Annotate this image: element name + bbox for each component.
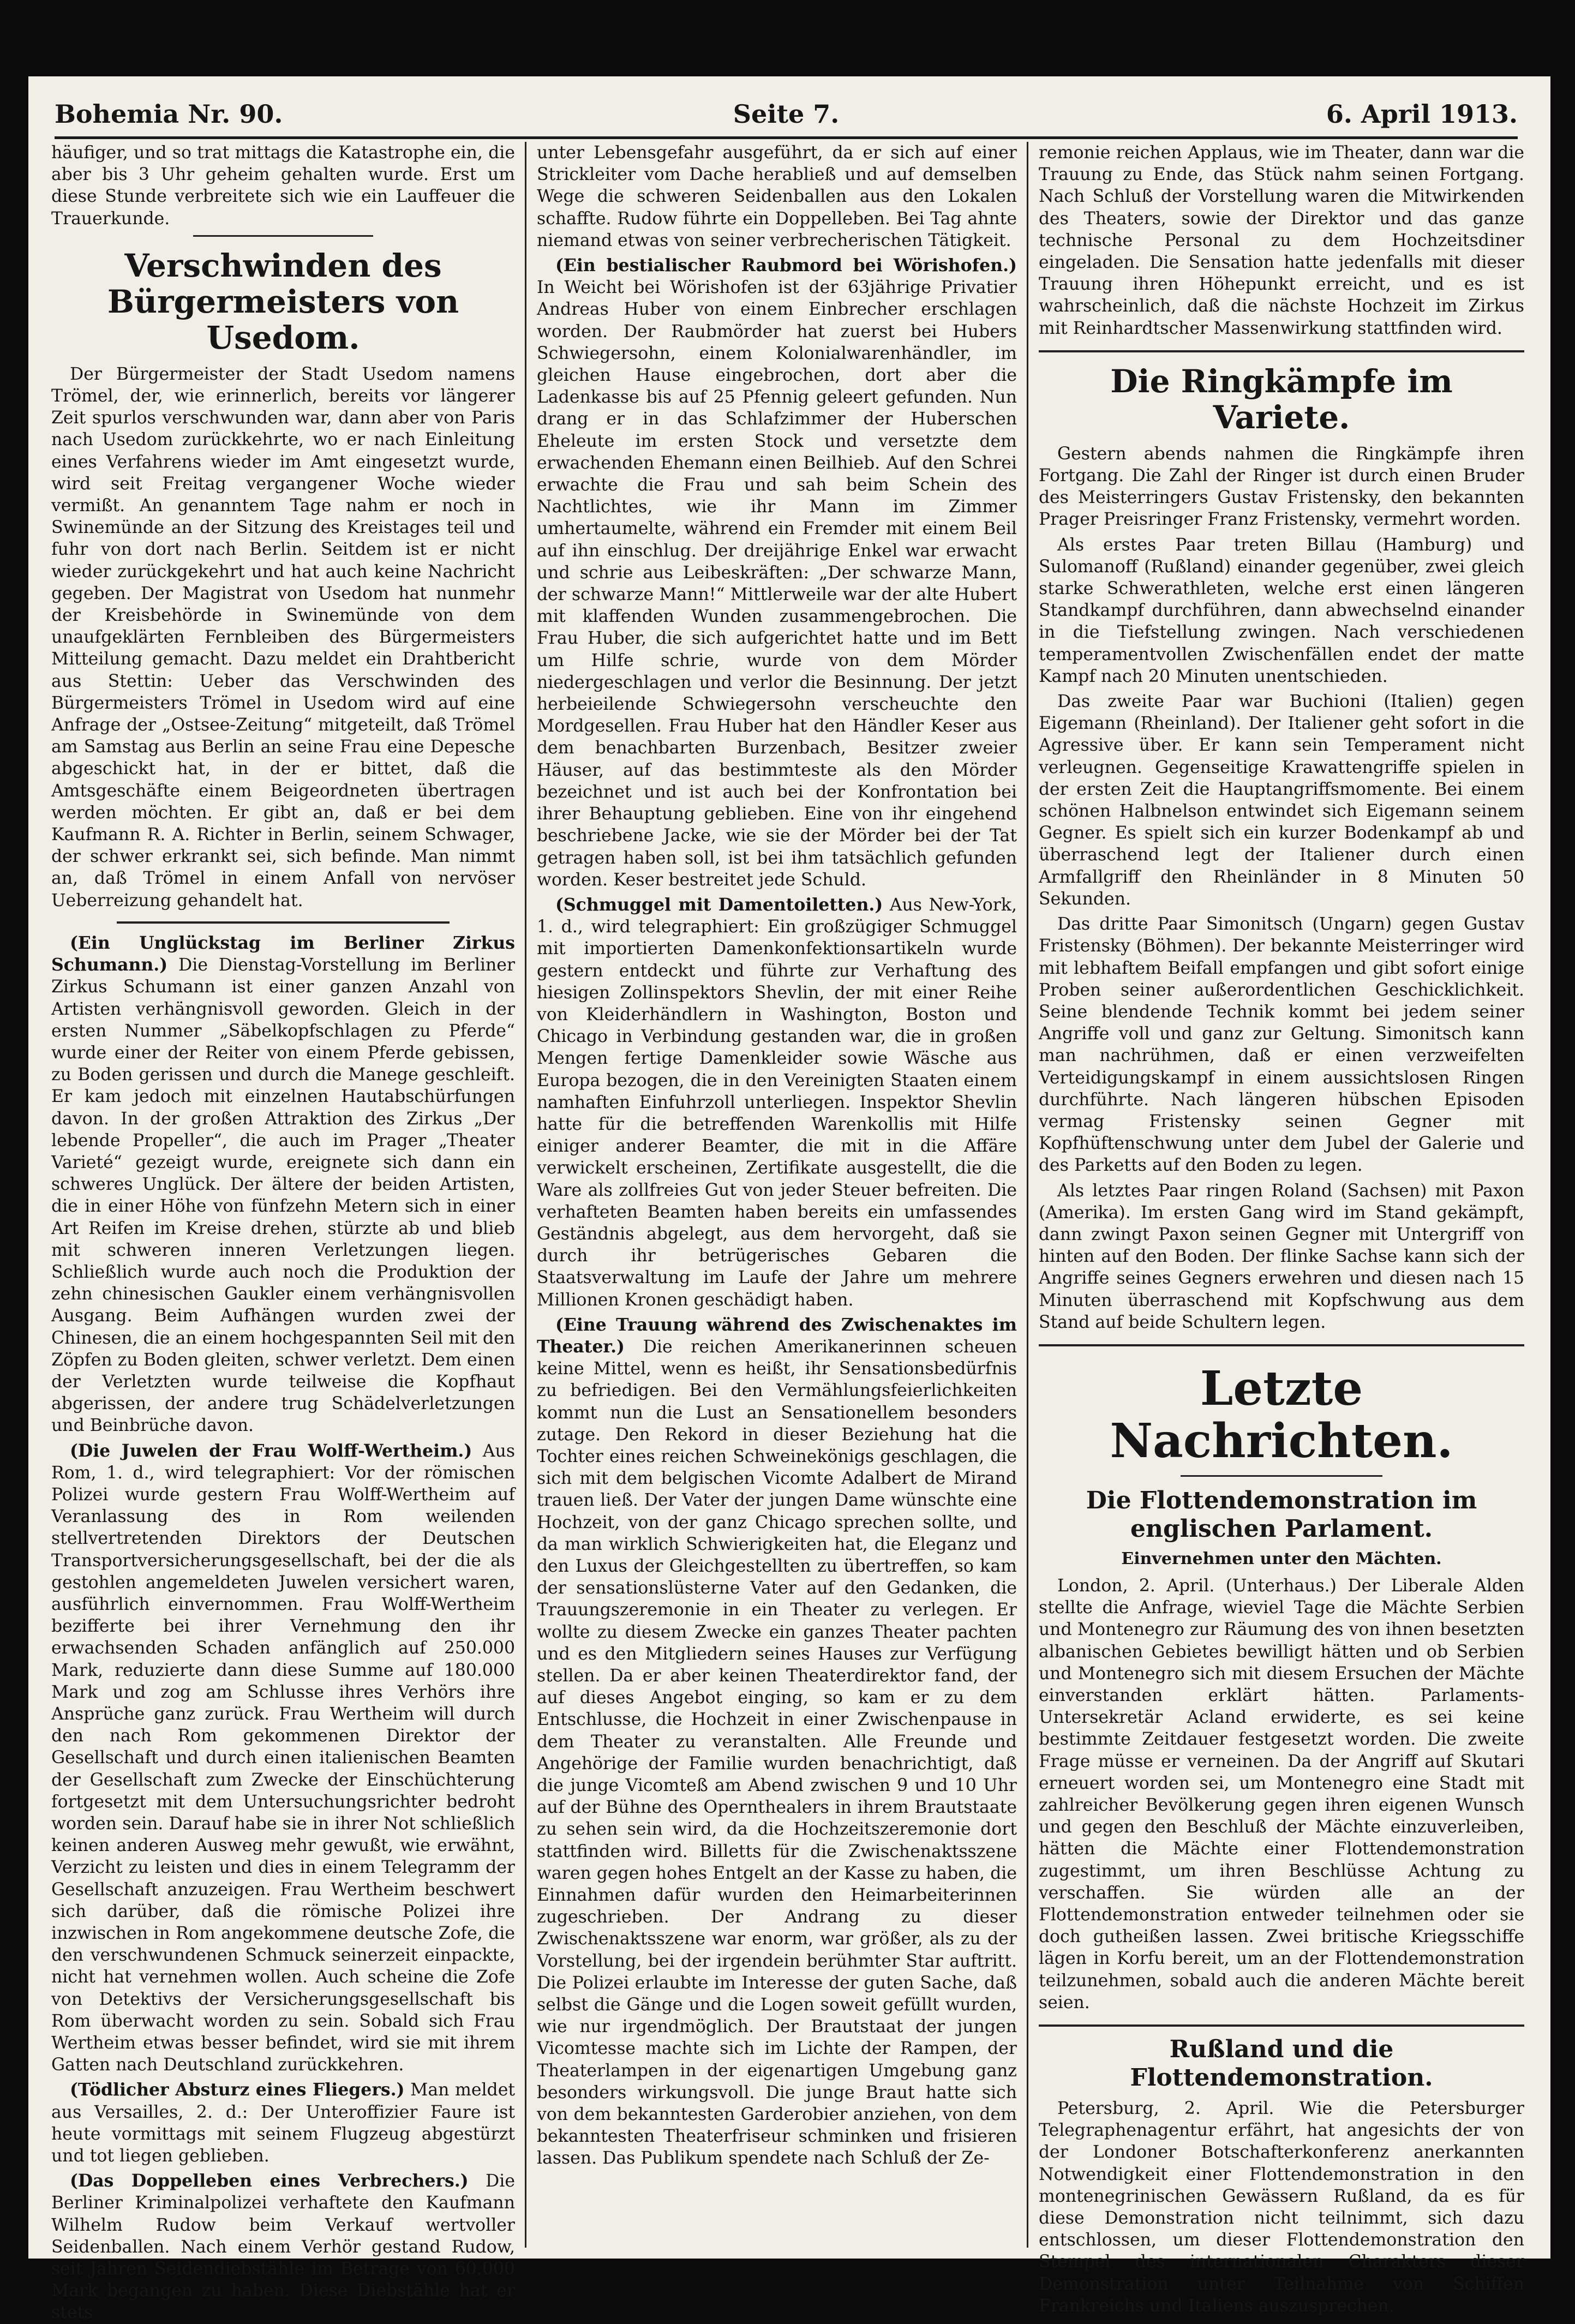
- article-paragraph: Petersburg, 2. April. Wie die Petersburger Telegraphenagentur erfährt, hat angesichts der von der Londoner Botschafterkonferenz anerkannten Notwendigkeit einer Flottendemonstration in den montenegrinischen Gewässern Rußland, da es für diese Demonstration nicht teilnimmt, sich dazu entschlossen, um dieser Flottendemonstration den Stempel des internationalen Charakters dieser Demonstration unter Teilnahme von Schiffen Frankreichs und Italiens auszusprechen.: [1039, 2099, 1524, 2316]
- header-publication: Bohemia Nr. 90.: [55, 99, 283, 129]
- article-continuation: häufiger, und so trat mittags die Katastrophe ein, die aber bis 3 Uhr geheim gehalten wurde. Erst um diese Stunde verbreitete sich wie ein Lauffeuer die Trauerkunde.: [51, 143, 515, 229]
- kicker-trauung: (Eine Trauung während des Zwischenaktes im Theater.): [537, 1314, 1017, 1357]
- article-paragraph: Als erstes Paar treten Billau (Hamburg) und Sulomanoff (Rußland) einander gegenüber, zwei gleich starke Schwerathleten, welche erst einen längeren Standkampf durchführen, dann abwechselnd einander in die Tiefstellung zwingen. Nach verschiedenen temperamentvollen Zwischenfällen endet der matte Kampf nach 20 Minuten unentschieden.: [1039, 535, 1524, 686]
- headline-usedom: Verschwinden des Bürgermeisters von Usedom.: [107, 247, 459, 356]
- separator: [1039, 2024, 1524, 2027]
- kicker-juwelen: (Die Juwelen der Frau Wolff-Wertheim.): [70, 1440, 472, 1461]
- kicker-doppelleben: (Das Doppelleben eines Verbrechers.): [70, 2171, 469, 2191]
- article-paragraph: Gestern abends nahmen die Ringkämpfe ihren Fortgang. Die Zahl der Ringer ist durch einen Bruder des Meisterringers Gustav Fristensky, den bekannten Prager Preisringer Franz Fristensky, vermehrt worden.: [1039, 444, 1524, 530]
- separator: [117, 921, 450, 924]
- article-paragraph: In Weicht bei Wörishofen ist der 63jährige Privatier Andreas Huber von einem Einbrecher erschlagen worden. Der Raubmörder hat zuerst bei Hubers Schwiegersohn, einem Kolonialwarenhändler, im gleichen Hause eingebrochen, dort aber die Ladenkasse bis auf 25 Pfennig geleert gefunden. Nun drang er in das Schlafzimmer der Huberschen Eheleute im ersten Stock und versetzte dem erwachenden Ehemann einen Beilhieb. Auf den Schrei erwachte die Frau und sah beim Schein des Nachtlichtes, wie ihr Mann im Zimmer umhertaumelte, während ein Fremder mit einem Beil auf ihn einschlug. Der dreijährige Enkel war erwacht und schrie aus Leibeskräften: „Der schwarze Mann, der schwarze Mann!“ Mittlerweile war der alte Hubert mit klaffenden Wunden zusammengebrochen. Die Frau Huber, die sich aufgerichtet hatte und im Bett um Hilfe schrie, wurde von dem Mörder niedergeschlagen und verlor die Besinnung. Der jetzt herbeieilende Schwiegersohn verscheuchte den Mordgesellen. Frau Huber hat den Händler Keser aus dem benachbarten Burzenbach, Besitzer zweier Häuser, auf das bestimmteste als den Mörder bezeichnet und ist auch bei der Konfrontation bei ihrer Behauptung geblieben. Eine von ihr eingehend beschriebene Jacke, wie sie der Mörder bei der Tat getragen haben soll, ist bei ihm tatsächlich gefunden worden. Keser bestreitet jede Schuld.: [537, 278, 1017, 890]
- headline-flottendemonstration: Die Flottendemonstration im englischen Parlament.: [1086, 1486, 1477, 1543]
- page-header: [55, 93, 1518, 139]
- column-3: [1039, 142, 1524, 2316]
- article-continuation: unter Lebensgefahr ausgeführt, da er sich auf einer Strickleiter vom Dache herabließ und auf demselben Wege die schweren Seidenballen aus den Lokalen schaffte. Rudow führte ein Doppelleben. Bei Tag ahnte niemand etwas von seiner verbrecherischen Tätigkeit.: [537, 143, 1017, 250]
- column-1: [51, 142, 516, 2323]
- headline-letzte-nachrichten: Letzte Nachrichten.: [1110, 1361, 1453, 1469]
- article-paragraph: Aus New-York, 1. d., wird telegraphiert: Ein großzügiger Schmuggel mit importierten Damenkonfektionsartikeln wurde gestern entdeckt und führte zur Verhaftung des hiesigen Zollinspektors Shevlin, der mit einer Reihe von Kleiderhändlern in Washington, Boston und Chicago in Verbindung gestanden war, die in großen Mengen fertige Damenkleider sowie Wäsche aus Europa bezogen, die in den Vereinigten Staaten einem namhaften Einfuhrzoll unterliegen. Inspektor Shevlin hatte für die betreffenden Warenkollis mit Hilfe einiger anderer Beamter, die mit in die Affäre verwickelt erscheinen, Zertifikate ausgestellt, die die Ware als zollfreies Gut von jeder Steuer befreiten. Die verhafteten Beamten haben bereits ein umfassendes Geständnis abgelegt, aus dem hervorgeht, daß sie durch ihr betrügerisches Gebaren die Staatsverwaltung im Laufe der Jahre um mehrere Millionen Kronen geschädigt haben.: [537, 895, 1017, 1310]
- article-paragraph: Man meldet aus Versailles, 2. d.: Der Unteroffizier Faure ist heute vormittags mit seinem Flugzeug abgestürzt und tot liegen geblieben.: [51, 2080, 515, 2166]
- kicker-schmuggel: (Schmuggel mit Damentoiletten.): [555, 894, 883, 915]
- subheadline-einvernehmen: Einvernehmen unter den Mächten.: [1121, 1549, 1442, 1568]
- article-paragraph: Aus Rom, 1. d., wird telegraphiert: Vor der römischen Polizei wurde gestern Frau Wolff-Wertheim auf Veranlassung des in Rom weilenden stellvertretenden Direktors der Deutschen Transportversicherungsgesellschaft, bei der die als gestohlen angemeldeten Juwelen versichert waren, ausführlich einvernommen. Frau Wolff-Wertheim bezifferte bei ihrer Vernehmung den ihr erwachsenden Schaden anfänglich auf 250.000 Mark, reduzierte dann diese Summe auf 180.000 Mark und zog am Schlusse ihres Verhörs ihre Ansprüche ganz zurück. Frau Wertheim will durch den nach Rom gekommenen Direktor der Gesellschaft und durch einen italienischen Beamten der Gesellschaft zum Zwecke der Einschüchterung fortgesetzt mit dem Untersuchungsrichter bedroht worden sein. Darauf habe sie in ihrer Not schließlich keinen anderen Ausweg mehr gewußt, wie erwähnt, Verzicht zu leisten und dies in einem Telegramm der Gesellschaft anzuzeigen. Frau Wertheim beschwert sich darüber, daß die römische Polizei ihre inzwischen in Rom angekommene deutsche Zofe, die den verschwundenen Schmuck seinerzeit einpackte, nicht hat vernehmen wollen. Auch scheine die Zofe von Detektivs der Versicherungsgesellschaft bis Rom überwacht worden zu sein. Sobald sich Frau Wertheim etwas besser befindet, wird sie mit ihrem Gatten nach Deutschland zurückkehren.: [51, 1441, 515, 2075]
- article-paragraph: Das zweite Paar war Buchioni (Italien) gegen Eigemann (Rheinland). Der Italiener geht sofort in die Agressive über. Er kann sein Temperament nicht verleugnen. Gegenseitige Krawattengriffe spielen in der ersten Zeit die Hauptangriffsmomente. Bei einem schönen Halbnelson entwindet sich Eigemann seinem Gegner. Es spielt sich ein kurzer Bodenkampf ab und überraschend legt der Italiener durch einen Armfallgriff den Rheinländer in 8 Minuten 50 Sekunden.: [1039, 692, 1524, 909]
- article-paragraph: Die Dienstag-Vorstellung im Berliner Zirkus Schumann ist einer ganzen Anzahl von Artisten verhängnisvoll geworden. Gleich in der ersten Nummer „Säbelkopfschlagen zu Pferde“ wurde einer der Reiter von einem Pferde gebissen, zu Boden gerissen und durch die Manege geschleift. Er kam jedoch mit einzelnen Hautabschürfungen davon. In der großen Attraktion des Zirkus „Der lebende Propeller“, die auch im Prager „Theater Varieté“ gezeigt wurde, ereignete sich dann ein schweres Unglück. Der ältere der beiden Artisten, die in einer Höhe von fünfzehn Metern sich in einer Art Reifen im Kreise drehen, stürzte ab und blieb mit schweren inneren Verletzungen liegen. Schließlich wurde auch noch die Produktion der zehn chinesischen Gaukler einem verhängnisvollen Ausgang. Beim Aufhängen wurden zwei der Chinesen, die an einem hochgespannten Seil mit den Zöpfen zu Boden gleiten, schwer verletzt. Dem einen der Verletzten wurde teilweise die Kopfhaut abgerissen, der andere trug Schädelverletzungen und Beinbrüche davon.: [51, 955, 515, 1436]
- separator: [193, 235, 373, 237]
- article-paragraph: Die Berliner Kriminalpolizei verhaftete den Kaufmann Wilhelm Rudow beim Verkauf wertvoller Seidenballen. Nach einem Verhör gestand Rudow, seit Jahren Seidendiebstähle im Betrage von 60.000 Mark begangen zu haben. Diese Diebstähle hat er stets: [51, 2171, 516, 2323]
- article-paragraph: Das dritte Paar Simonitsch (Ungarn) gegen Gustav Fristensky (Böhmen). Der bekannte Meisterringer wird mit lebhaftem Beifall empfangen und gibt sofort einige Proben seiner außerordentlichen Geschicklichkeit. Seine blendende Technik kommt bei jedem seiner Angriffe voll und ganz zur Geltung. Simonitsch kann man nachrühmen, daß er einen verzweifelten Verteidigungskampf in einem aussichtslosen Ringen durchführte. Nach längeren hübschen Episoden vermag Fristensky seinen Gegner mit Kopfhüftenschwung unter dem Jubel der Galerie und des Parketts auf den Boden zu legen.: [1039, 914, 1524, 1176]
- article-continuation: remonie reichen Applaus, wie im Theater, dann war die Trauung zu Ende, das Stück nahm seinen Fortgang. Nach Schluß der Vorstellung waren die Mitwirkenden des Theaters, sowie der Direktor und das ganze technische Personal zu dem Hochzeitsdiner eingeladen. Die Sensation hatte jedenfalls mit dieser Trauung ihren Höhepunkt erreicht, und es ist wahrscheinlich, daß die nächste Hochzeit im Zirkus mit Reinhardtscher Massenwirkung stattfinden wird.: [1039, 143, 1524, 338]
- kicker-raubmord: (Ein bestialischer Raubmord bei Wörishofen.): [555, 255, 1017, 276]
- header-date: 6. April 1913.: [1326, 99, 1518, 129]
- separator: [1039, 1344, 1524, 1346]
- column-rule: [1027, 142, 1028, 2248]
- header-page-number: Seite 7.: [733, 99, 840, 129]
- article-paragraph: Als letztes Paar ringen Roland (Sachsen) mit Paxon (Amerika). Im ersten Gang wird im Stand gekämpft, dann zwingt Paxon seinen Gegner mit Untergriff von hinten auf den Boden. Der flinke Sachse kann sich der Angriffe seines Gegners erwehren und diesen nach 15 Minuten überraschend mit Kopfschwung aus dem Stand auf beide Schultern legen.: [1039, 1181, 1524, 1332]
- kicker-zirkus: (Ein Unglückstag im Berliner Zirkus Schumann.): [51, 932, 515, 975]
- separator: [1039, 350, 1524, 352]
- column-rule: [525, 142, 526, 2248]
- article-paragraph: Die reichen Amerikanerinnen scheuen keine Mittel, wenn es heißt, ihr Sensationsbedürfnis zu befriedigen. Bei den Vermählungsfeierlichkeiten kommt nun die Lust an Sensationellem besonders zutage. Den Rekord in dieser Beziehung hat die Tochter eines reichen Schweinekönigs geschlagen, die sich mit dem belgischen Vicomte Adalbert de Mirand trauen ließ. Der Vater der jungen Dame wünschte eine Hochzeit, von der ganz Chicago sprechen sollte, und da man wirklich Schwierigkeiten hat, die Eleganz und den Luxus der Gleichgestellten zu übertreffen, so kam der sensationslüsterne Vater auf den Gedanken, die Trauungszeremonie in ein Theater zu verlegen. Er wollte zu diesem Zwecke ein ganzes Theater pachten und es den Mitgliedern seines Hauses zur Verfügung stellen. Da er aber keinen Theaterdirektor fand, der auf dieses Angebot einging, so kam er zu dem Entschlusse, die Hochzeit in einer Zwischenpause in dem Theater zu veranstalten. Alle Freunde und Angehörige der Familie wurden benachrichtigt, daß die junge Vicomteß am Abend zwischen 9 und 10 Uhr auf der Bühne des Opernthealers in ihrem Brautstaate zu sehen sein wird, da die Hochzeitszeremonie dort stattfinden wird. Billetts für die Zwischenaktsszene waren gegen hohes Entgelt an der Kasse zu haben, die Einnahmen dafür wurden den Heimarbeiterinnen zugeschrieben. Der Andrang zu dieser Zwischenaktsszene war enorm, war größer, als zu der Vorstellung, bei der irgendein berühmter Star auftritt. Die Polizei erlaubte im Interesse der guten Sache, daß selbst die Gänge und die Logen soweit gefüllt wurden, wie nur irgendmöglich. Der Brautstaat der jungen Vicomtesse machte sich im Lichte der Rampen, der Theaterlampen in der eigenartigen Umgebung ganz besonders wirkungsvoll. Die junge Braut hatte sich von dem bekanntesten Garderobier anziehen, von dem bekanntesten Theaterfriseur schminken und frisieren lassen. Das Publikum spendete nach Schluß der Ze-: [537, 1337, 1017, 2169]
- separator: [1181, 1475, 1382, 1477]
- newspaper-page: [28, 76, 1550, 2323]
- headline-ringkaempfe: Die Ringkämpfe im Variete.: [1110, 362, 1453, 436]
- article-paragraph: Der Bürgermeister der Stadt Usedom namens Trömel, der, wie erinnerlich, bereits vor längerer Zeit spurlos verschwunden war, dann aber von Paris nach Usedom zurückkehrte, wo er nach Einleitung eines Verfahrens wieder im Amt eingesetzt wurde, wird seit Freitag vergangener Woche wieder vermißt. An genanntem Tage nahm er noch in Swinemünde an der Sitzung des Kreistages teil und fuhr von dort nach Berlin. Seitdem ist er nicht wieder zurückgekehrt und hat auch keine Nachricht gegeben. Der Magistrat von Usedom hat nunmehr der Kreisbehörde in Swinemünde von dem unaufgeklärten Fernbleiben des Bürgermeisters Mitteilung gemacht. Dazu meldet ein Drahtbericht aus Stettin: Ueber das Verschwinden des Bürgermeisters Trömel in Usedom wird auf eine Anfrage der „Ostsee-Zeitung“ mitgeteilt, daß Trömel am Samstag aus Berlin an seine Frau eine Depesche abgeschickt hat, in der er bittet, daß die Amtsgeschäfte einem Beigeordneten übertragen werden möchten. Er gibt an, daß er bei dem Kaufmann R. A. Richter in Berlin, seinem Schwager, der schwer erkrankt sei, sich befinde. Man nimmt an, daß Trömel in einem Anfall von nervöser Ueberreizung gehandelt hat.: [51, 364, 515, 911]
- headline-russland: Rußland und die Flottendemonstration.: [1130, 2035, 1433, 2092]
- article-paragraph: London, 2. April. (Unterhaus.) Der Liberale Alden stellte die Anfrage, wieviel Tage die Mächte Serbien und Montenegro zur Räumung des von ihnen besetzten albanischen Gebietes bewilligt hätten und ob Serbien und Montenegro sich mit diesem Ersuchen der Mächte einverstanden erklärt hätten. Parlaments-Untersekretär Acland erwiderte, es sei keine bestimmte Zeitdauer festgesetzt worden. Die zweite Frage müsse er verneinen. Da der Angriff auf Skutari erneuert worden sei, um Montenegro eine Stadt mit zahlreicher Bevölkerung gegen ihren eigenen Wunsch und gegen den Beschluß der Mächte einzuverleiben, hätten die Mächte einer Flottendemonstration zugestimmt, um ihren Beschlüsse Achtung zu verschaffen. Sie würden alle an der Flottendemonstration entweder teilnehmen oder sie doch gutheißen lassen. Zwei britische Kriegsschiffe lägen in Korfu bereit, um an der Flottendemonstration teilzunehmen, sobald auch die anderen Mächte bereit seien.: [1039, 1576, 1524, 2012]
- column-2: [537, 142, 1017, 2248]
- kicker-flieger: (Tödlicher Absturz eines Fliegers.): [70, 2080, 405, 2100]
